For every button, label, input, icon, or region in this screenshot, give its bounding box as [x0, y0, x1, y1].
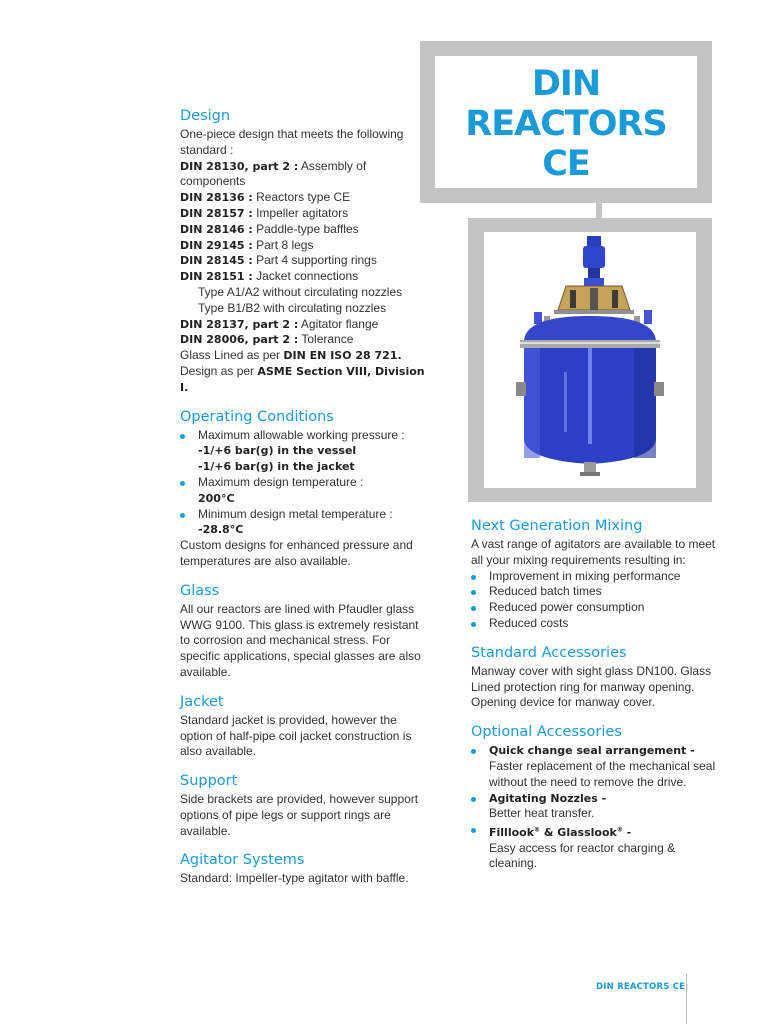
standard-line: DIN 29145 : Part 8 legs: [180, 237, 314, 252]
frame-connector: [596, 203, 602, 219]
standard-line: DIN 28146 : Paddle-type baffles: [180, 221, 359, 236]
design-intro: One-piece design that meets the following standard :: [180, 127, 404, 157]
right-column: [471, 517, 716, 884]
list-item: Maximum design temperature : 200°C: [180, 475, 425, 507]
standard-line: DIN 28145 : Part 4 supporting rings: [180, 253, 377, 268]
support-heading: Support: [180, 773, 238, 790]
support-section: [180, 772, 425, 839]
optional-accessories-heading: Optional Accessories: [471, 724, 622, 741]
title-box: [435, 56, 697, 188]
standard-line: DIN 28151 : Jacket connections: [180, 269, 359, 284]
mixing-section: [471, 517, 716, 632]
standard-line: DIN 28130, part 2 : Assembly of components: [180, 158, 367, 189]
standard-line: DIN 28137, part 2 : Agitator flange: [180, 316, 379, 331]
optional-list: [471, 743, 716, 872]
jacket-heading: Jacket: [180, 693, 224, 710]
design-section: [180, 107, 425, 396]
list-item: Reduced power consumption: [471, 600, 716, 616]
agitator-heading: Agitator Systems: [180, 852, 305, 869]
glass-section: [180, 582, 425, 681]
agitator-text: Standard: Impeller-type agitator with baffle.: [180, 871, 409, 886]
standard-accessories-heading: Standard Accessories: [471, 644, 627, 661]
list-item: Minimum design metal temperature : -28.8°C: [180, 507, 425, 539]
page-title: DIN REACTORS CE: [465, 64, 667, 184]
list-item: Agitating Nozzles - Better heat transfer.: [471, 791, 716, 823]
standard-line: DIN 28157 : Impeller agitators: [180, 205, 349, 220]
glass-text: All our reactors are lined with Pfaudler glass WWG 9100. This glass is extremely resistant to corrosion and mechanical stress. For specific applications, special glasses are also available.: [180, 601, 421, 679]
image-frame: [468, 218, 712, 502]
asme-line: Design as per ASME Section VIII, Division I.: [180, 363, 425, 394]
list-item: Maximum allowable working pressure : -1/+6 bar(g) in the vessel -1/+6 bar(g) in the jacket: [180, 428, 425, 475]
standard-accessories-section: [471, 644, 716, 711]
list-item: Reduced costs: [471, 616, 716, 632]
standard-line: DIN 28136 : Reactors type CE: [180, 190, 351, 205]
jacket-section: [180, 693, 425, 760]
operating-list: [180, 428, 425, 539]
footer-label: DIN REACTORS CE: [596, 982, 686, 992]
reactor-image: [484, 232, 696, 488]
glass-lined-line: Glass Lined as per DIN EN ISO 28 721.: [180, 348, 402, 363]
list-item: Reduced batch times: [471, 584, 716, 600]
mixing-text: A vast range of agitators are available to meet all your mixing requirements resulting in:: [471, 537, 716, 567]
standard-line: DIN 28006, part 2 : Tolerance: [180, 332, 354, 347]
design-heading: Design: [180, 108, 231, 124]
title-frame: [420, 41, 712, 203]
list-item: Filllook® & Glasslook® - Easy access for reactor charging & cleaning.: [471, 822, 716, 872]
jacket-type: Type B1/B2 with circulating nozzles: [198, 300, 387, 315]
support-text: Side brackets are provided, however support options of pipe legs or support rings are available.: [180, 792, 419, 838]
reactor-illustration: [484, 232, 696, 488]
operating-heading: Operating Conditions: [180, 408, 334, 425]
jacket-text: Standard jacket is provided, however the option of half-pipe coil jacket construction is also available.: [180, 712, 412, 759]
operating-note: Custom designs for enhanced pressure and temperatures are also available.: [180, 538, 413, 568]
agitator-section: [180, 851, 425, 887]
list-item: Improvement in mixing performance: [471, 569, 716, 585]
optional-accessories-section: [471, 723, 716, 872]
glass-heading: Glass: [180, 582, 220, 599]
jacket-type: Type A1/A2 without circulating nozzles: [198, 284, 403, 299]
standard-accessories-text: Manway cover with sight glass DN100. Glass Lined protection ring for manway opening. Opening device for manway cover.: [471, 663, 712, 710]
list-item: Quick change seal arrangement - Faster replacement of the mechanical seal without the need to remove the drive.: [471, 743, 716, 790]
left-column: [180, 107, 425, 899]
footer-divider: [686, 974, 687, 1024]
mixing-list: [471, 569, 716, 632]
operating-section: [180, 408, 425, 570]
mixing-heading: Next Generation Mixing: [471, 518, 643, 534]
